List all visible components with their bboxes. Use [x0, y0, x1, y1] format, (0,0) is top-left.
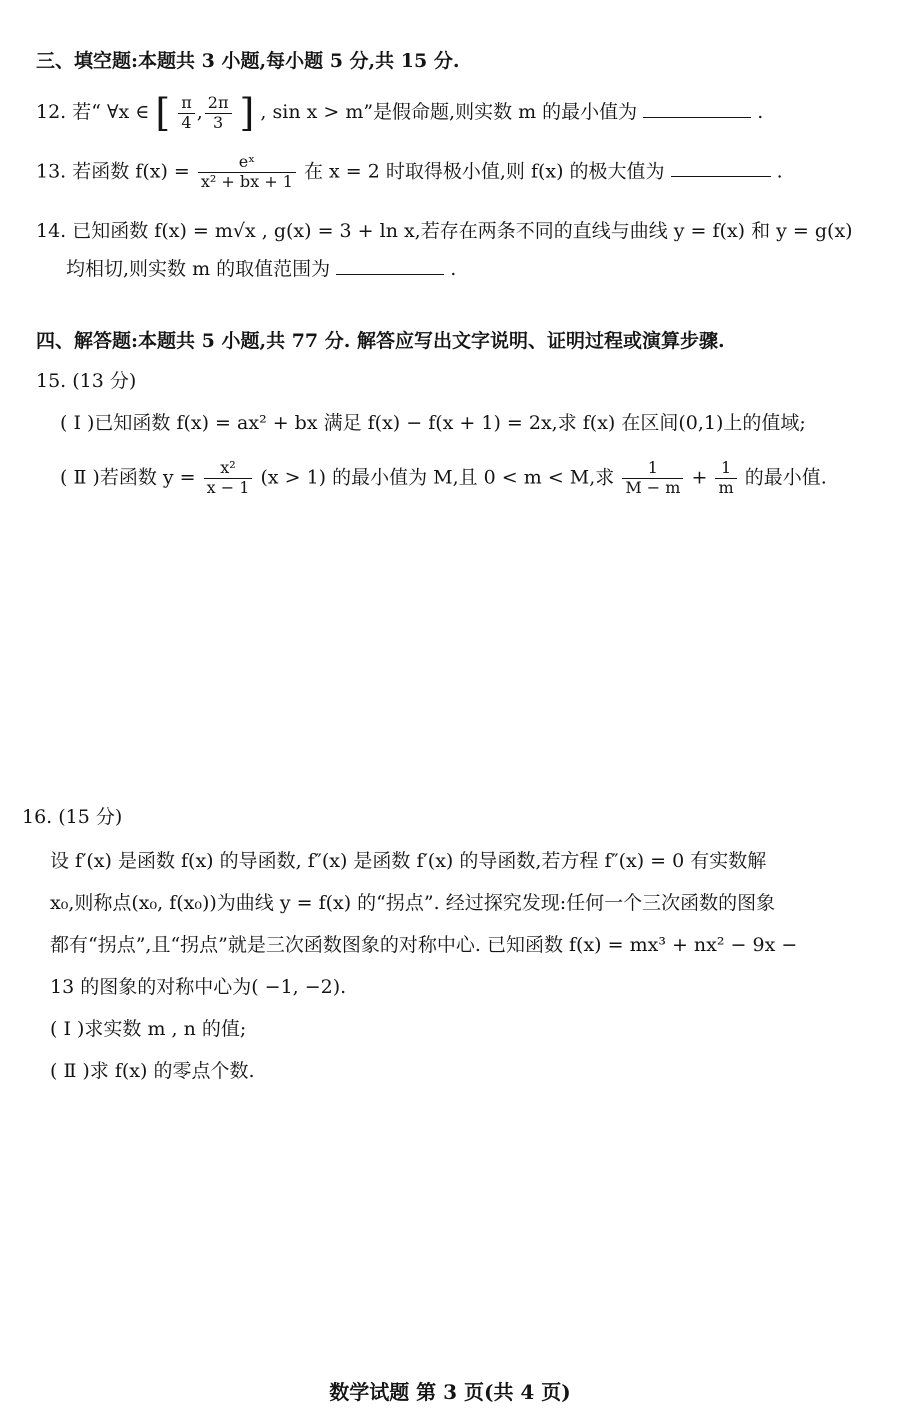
q15-frac1-denominator: x − 1	[206, 477, 250, 497]
q15-fraction-1	[204, 460, 253, 497]
q12-answer-blank[interactable]	[643, 99, 751, 118]
question-15-part-2	[60, 460, 827, 497]
q15-frac2-denominator: M − m	[625, 477, 681, 497]
q12-prefix: 若“ ∀x ∈	[72, 101, 150, 123]
question-16-header: 16. (15 分)	[22, 806, 123, 828]
q12-text: , sin x > m”是假命题,则实数 m 的最小值为	[260, 101, 638, 123]
left-bracket-icon: [	[155, 91, 171, 135]
q15-frac3-denominator: m	[718, 477, 734, 497]
q13-answer-blank[interactable]	[671, 158, 771, 177]
q15-frac3-numerator: 1	[715, 460, 736, 479]
q14-answer-blank[interactable]	[336, 256, 444, 275]
q15-plus-sign: +	[691, 466, 708, 489]
section3-title: 三、填空题:本题共 3 小题,每小题 5 分,共 15 分.	[36, 50, 460, 72]
q13-fraction	[198, 154, 296, 191]
question-13	[36, 154, 783, 191]
q14-period: .	[450, 258, 457, 280]
q13-prefix: 若函数 f(x) =	[72, 160, 190, 183]
q13-number: 13.	[36, 160, 67, 183]
q15-part2-end: 的最小值.	[744, 466, 827, 489]
q13-frac-denominator: x² + bx + 1	[200, 171, 293, 191]
question-12: 12. 若“ ∀x ∈ [ $\frac{\pi}{4}$ , $\frac{2\pi}{3}$ ] , sin x > m”是假命题,则实数 m 的最小值为 .	[36, 91, 764, 135]
q13-frac-numerator: eˣ	[198, 154, 296, 173]
question-14-line-2	[66, 256, 456, 282]
q12-number: 12.	[36, 101, 67, 123]
q15-part2-mid: (x > 1) 的最小值为 M,且 0 < m < M,求	[260, 466, 615, 489]
question-16-line-1: 设 f′(x) 是函数 f(x) 的导函数, f″(x) 是函数 f′(x) 的导函数,若方程 f″(x) = 0 有实数解	[50, 850, 767, 872]
q12-frac2-numerator: 2π	[205, 95, 232, 114]
q15-part2-prefix: ( Ⅱ )若函数 y =	[60, 466, 196, 489]
q12-fraction-2	[205, 92, 232, 132]
section4-title: 四、解答题:本题共 5 小题,共 77 分. 解答应写出文字说明、证明过程或演算步骤.	[36, 330, 725, 352]
q12-frac1-numerator: π	[178, 95, 195, 114]
q15-fraction-2	[622, 460, 683, 497]
q12-period: .	[757, 101, 764, 123]
question-15-part-1: ( Ⅰ )已知函数 f(x) = ax² + bx 满足 f(x) − f(x + 1) = 2x,求 f(x) 在区间(0,1)上的值域;	[60, 412, 806, 434]
page-footer: 数学试题 第 3 页(共 4 页)	[329, 1380, 571, 1404]
q15-frac2-numerator: 1	[622, 460, 683, 479]
question-16-part-1: ( Ⅰ )求实数 m , n 的值;	[50, 1018, 247, 1040]
q12-frac1-denominator: 4	[181, 112, 192, 132]
q13-period: .	[776, 160, 783, 183]
question-16-part-2: ( Ⅱ )求 f(x) 的零点个数.	[50, 1060, 255, 1082]
question-16-line-2: x₀,则称点(x₀, f(x₀))为曲线 y = f(x) 的“拐点”. 经过探究发现:任何一个三次函数的图象	[50, 892, 776, 914]
q14-line2-text: 均相切,则实数 m 的取值范围为	[66, 258, 331, 280]
question-15-header: 15. (13 分)	[36, 370, 137, 392]
q12-frac2-denominator: 3	[213, 112, 224, 132]
q13-text: 在 x = 2 时取得极小值,则 f(x) 的极大值为	[303, 160, 665, 183]
q15-fraction-3	[715, 460, 736, 497]
q15-frac1-numerator: x²	[204, 460, 253, 479]
q12-fraction-1	[178, 92, 195, 132]
right-bracket-icon: ]	[239, 91, 255, 135]
question-16-line-3: 都有“拐点”,且“拐点”就是三次函数图象的对称中心. 已知函数 f(x) = mx³ + nx² − 9x −	[50, 934, 798, 956]
question-14-line-1: 14. 已知函数 f(x) = m√x , g(x) = 3 + ln x,若存在两条不同的直线与曲线 y = f(x) 和 y = g(x)	[36, 220, 853, 242]
question-16-line-4: 13 的图象的对称中心为( −1, −2).	[50, 976, 347, 998]
